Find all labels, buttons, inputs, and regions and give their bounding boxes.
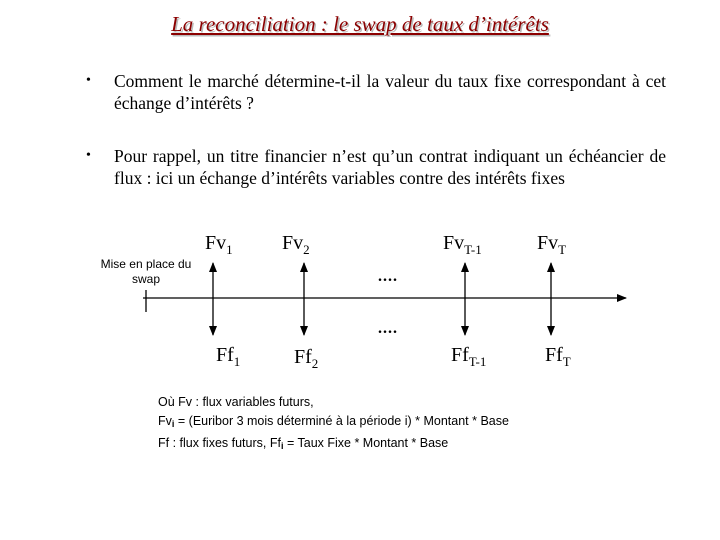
note-line-2: $Fv_i$ = (Euribor 3 mois déterminé à la période i) * Montant * Base xyxy=(158,414,509,429)
notes-block xyxy=(158,393,509,456)
fv1-label: $Fv_1$ xyxy=(205,232,233,257)
upper-ellipsis: .... xyxy=(378,268,398,285)
ffT1-label: $Ff_{T-1}$ xyxy=(451,344,487,369)
ff2-label: $Ff_2$ xyxy=(294,346,319,371)
note-line-1: Où Fv : flux variables futurs, xyxy=(158,395,314,409)
bullet-dot: • xyxy=(86,148,91,163)
fvT1-label: $Fv_{T-1}$ xyxy=(443,232,482,257)
bullet-2-text: Pour rappel, un titre financier n’est qu’un contrat indiquant un échéancier de flux : ici un échange d’intérêts variables contre des intérêts fixes xyxy=(114,146,666,188)
bullet-dot: • xyxy=(86,73,91,88)
slide-title: La reconciliation : le swap de taux d’intérêts xyxy=(171,12,549,36)
fvT-label: $Fv_T$ xyxy=(537,232,567,257)
swap-start-label: Mise en place du swap xyxy=(100,257,192,286)
bullet-1-text: Comment le marché détermine-t-il la valeur du taux fixe correspondant à cet échange d’intérêts ? xyxy=(114,71,666,113)
ff1-label: $Ff_1$ xyxy=(216,344,241,369)
lower-ellipsis: .... xyxy=(378,320,398,337)
note-line-3: Ff : flux fixes futurs, $Ff_i$ = Taux Fixe * Montant * Base xyxy=(158,436,449,451)
fv2-label: $Fv_2$ xyxy=(282,232,310,257)
ffT-label: $Ff_T$ xyxy=(545,344,571,369)
